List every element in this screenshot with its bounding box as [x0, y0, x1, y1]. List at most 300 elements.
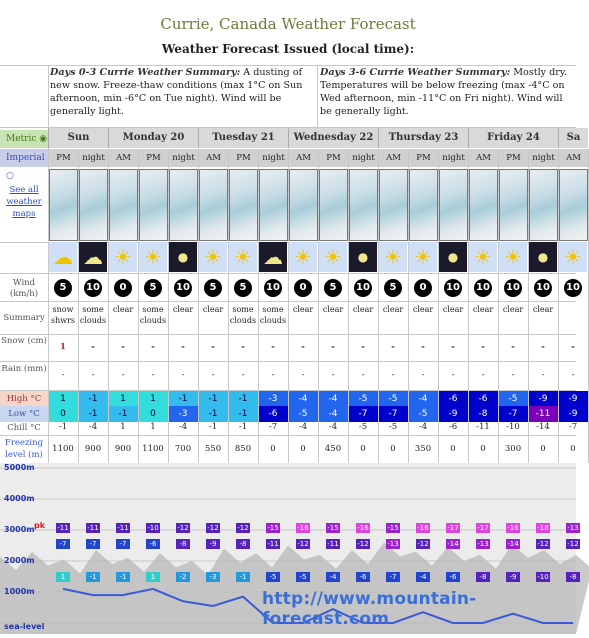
low-temp-cell: -9	[558, 406, 588, 422]
weather-map-thumbnail[interactable]	[229, 169, 258, 241]
column-divider	[138, 149, 139, 463]
column-divider	[258, 149, 259, 463]
summary-cell: clear	[202, 305, 224, 314]
radio-icon: ◉	[39, 134, 48, 144]
freezing-level-cell: 0	[540, 444, 546, 454]
summary-days-0-3	[50, 66, 312, 126]
sun-icon: ☀	[319, 242, 347, 272]
low-temp-cell: -1	[108, 406, 138, 422]
altitude-temp-tag: -13	[387, 540, 399, 548]
summary-text: A dusting of new snow. Freeze-thaw conditions (max 1°C on Sun afternoon, min -6°C on Tue night). Wind will be generally light.	[50, 67, 303, 117]
altitude-label: 3000m	[4, 525, 35, 534]
period-16: night	[528, 149, 558, 167]
low-temp-cell: -7	[498, 406, 528, 422]
weather-map-thumbnail[interactable]	[199, 169, 228, 241]
altitude-temp-tag: -2	[176, 572, 190, 582]
altitude-temp-tag: -6	[446, 572, 460, 582]
rain-cell: -	[541, 370, 545, 380]
wind-speed-icon: 10	[504, 279, 522, 297]
day-header-0: Sun	[48, 128, 108, 148]
weather-map-thumbnail[interactable]	[469, 169, 498, 241]
period-2: AM	[108, 149, 138, 167]
high-temp-cell: -5	[348, 391, 378, 407]
altitude-temp-tag: -12	[177, 524, 189, 532]
altitude-temp-tag: -15	[387, 524, 399, 532]
high-temp-cell: -9	[528, 391, 558, 407]
column-divider	[438, 149, 439, 463]
sun-icon: ☀	[559, 242, 587, 272]
wind-speed-icon: 0	[414, 279, 432, 297]
freezing-level-cell: 1100	[142, 444, 164, 454]
chill-cell: -4	[178, 422, 188, 432]
chill-cell: -1	[58, 422, 68, 432]
chill-cell: -4	[88, 422, 98, 432]
wind-speed-icon: 10	[264, 279, 282, 297]
freezing-level-cell: 0	[570, 444, 576, 454]
freezing-level-cell: 300	[504, 444, 522, 454]
period-17: AM	[558, 149, 588, 167]
summary-cell: clear	[172, 305, 194, 314]
page-title: Currie, Canada Weather Forecast	[160, 15, 416, 33]
altitude-temp-tag: -13	[477, 540, 489, 548]
low-temp-cell: -3	[168, 406, 198, 422]
wind-speed-icon: 0	[294, 279, 312, 297]
peak-label: pk	[34, 521, 46, 530]
low-label: Low °C	[0, 406, 48, 422]
period-6: PM	[228, 149, 258, 167]
day-header-4: Thursday 23	[378, 128, 468, 148]
freezing-level-cell: 1100	[52, 444, 74, 454]
snow-cell: -	[571, 342, 575, 352]
moon-icon: ●	[529, 242, 557, 272]
column-divider	[288, 149, 289, 463]
altitude-temp-tag: -3	[206, 572, 220, 582]
wind-speed-icon: 5	[204, 279, 222, 297]
watermark: http://www.mountain-forecast.com	[262, 589, 477, 629]
wind-speed-icon: 10	[84, 279, 102, 297]
freezing-level-cell: 0	[450, 444, 456, 454]
day-header-1: Monday 20	[108, 128, 198, 148]
moon-icon: ●	[349, 242, 377, 272]
summary-cell: clear	[412, 305, 434, 314]
chill-cell: -7	[568, 422, 578, 432]
snow-cell: -	[511, 342, 515, 352]
weather-map-thumbnail[interactable]	[439, 169, 468, 241]
altitude-temp-tag: -12	[417, 540, 429, 548]
altitude-temp-tag: -8	[566, 572, 580, 582]
weather-map-thumbnail[interactable]	[349, 169, 378, 241]
altitude-temp-tag: 1	[56, 572, 70, 582]
moon-icon: ●	[439, 242, 467, 272]
summary-cell: clear	[532, 305, 554, 314]
altitude-temp-tag: -12	[567, 540, 579, 548]
low-temp-cell: -7	[348, 406, 378, 422]
period-12: PM	[408, 149, 438, 167]
altitude-temp-tag: -8	[476, 572, 490, 582]
altitude-temp-tag: -10	[537, 573, 549, 581]
summary-text: Mostly dry. Temperatures will be below freezing (max -4°C on Wed afternoon, min -11°C on Fri night). Wind will be generally light.	[320, 67, 568, 117]
chill-cell: -4	[418, 422, 428, 432]
period-0: PM	[48, 149, 78, 167]
rain-cell: -	[451, 370, 455, 380]
wind-speed-icon: 5	[54, 279, 72, 297]
summary-cell: clear	[112, 305, 134, 314]
chill-cell: -4	[328, 422, 338, 432]
rain-cell: -	[571, 370, 575, 380]
altitude-temp-tag: -4	[416, 572, 430, 582]
rain-cell: -	[121, 370, 125, 380]
chill-cell: -4	[298, 422, 308, 432]
column-divider	[378, 149, 379, 463]
summary-cell: clear	[352, 305, 374, 314]
snow-cell: -	[331, 342, 335, 352]
snow-cell: -	[361, 342, 365, 352]
high-temp-cell: -4	[288, 391, 318, 407]
high-temp-cell: 1	[48, 391, 78, 407]
summary-days-3-6	[320, 66, 572, 126]
altitude-label: 1000m	[4, 587, 35, 596]
summary-cell: some clouds	[259, 305, 287, 325]
radio-icon: ○	[6, 171, 14, 181]
snow-cell: -	[271, 342, 275, 352]
low-temp-cell: 0	[48, 406, 78, 422]
altitude-temp-tag: -8	[176, 539, 190, 549]
sun-cloud-icon: ☀	[229, 242, 257, 272]
low-temp-cell: -11	[528, 406, 558, 422]
altitude-temp-tag: -11	[327, 540, 339, 548]
wind-speed-icon: 5	[384, 279, 402, 297]
low-temp-cell: -5	[408, 406, 438, 422]
wind-speed-icon: 10	[174, 279, 192, 297]
summary-cell: some clouds	[79, 305, 107, 325]
sun-icon: ☀	[409, 242, 437, 272]
weather-map-thumbnail[interactable]	[379, 169, 408, 241]
weather-map-thumbnail[interactable]	[529, 169, 558, 241]
imperial-button[interactable]: Imperial ○	[0, 149, 48, 167]
period-15: PM	[498, 149, 528, 167]
rain-cell: -	[61, 370, 65, 380]
snow-cell: -	[541, 342, 545, 352]
rain-cell: -	[361, 370, 365, 380]
altitude-temp-tag: -1	[86, 572, 100, 582]
altitude-temp-tag: -18	[537, 524, 549, 532]
altitude-temp-tag: -12	[237, 524, 249, 532]
freezing-level-cell: 450	[324, 444, 342, 454]
chill-cell: -5	[358, 422, 368, 432]
snow-label: Snow (cm)	[1, 336, 47, 346]
column-divider	[48, 149, 49, 463]
sun-icon: ☀	[499, 242, 527, 272]
moon-cloud-icon: ☁	[79, 242, 107, 272]
altitude-temp-tag: -16	[507, 524, 519, 532]
altitude-temp-tag: -12	[357, 540, 369, 548]
snow-cell: -	[211, 342, 215, 352]
altitude-temp-tag: -5	[266, 572, 280, 582]
rain-cell: -	[151, 370, 155, 380]
weather-map-thumbnail[interactable]	[169, 169, 198, 241]
weather-map-thumbnail[interactable]	[559, 169, 588, 241]
issued-label: Weather Forecast Issued (local time):	[161, 42, 415, 56]
snow-cell: -	[391, 342, 395, 352]
period-3: PM	[138, 149, 168, 167]
altitude-temp-tag: -11	[57, 524, 69, 532]
high-temp-cell: -1	[78, 391, 108, 407]
summary-cell: some clouds	[229, 305, 257, 325]
sun-icon: ☀	[199, 242, 227, 272]
wind-speed-icon: 10	[474, 279, 492, 297]
altitude-temp-tag: -9	[206, 539, 220, 549]
rain-cell: -	[481, 370, 485, 380]
rain-cell: -	[391, 370, 395, 380]
day-header-3: Wednesday 22	[288, 128, 378, 148]
chill-cell: -7	[268, 422, 278, 432]
period-7: night	[258, 149, 288, 167]
altitude-temp-tag: -10	[147, 524, 159, 532]
weather-map-thumbnail[interactable]	[139, 169, 168, 241]
altitude-temp-tag: -12	[297, 540, 309, 548]
period-4: night	[168, 149, 198, 167]
column-divider	[468, 149, 469, 463]
altitude-temp-tag: -17	[477, 524, 489, 532]
rain-cell: -	[181, 370, 185, 380]
period-13: night	[438, 149, 468, 167]
high-temp-cell: 1	[108, 391, 138, 407]
high-temp-cell: -3	[258, 391, 288, 407]
wind-speed-icon: 0	[114, 279, 132, 297]
snow-cell: -	[421, 342, 425, 352]
freezing-level-cell: 550	[204, 444, 222, 454]
low-temp-cell: -1	[198, 406, 228, 422]
altitude-label: 5000m	[4, 463, 35, 472]
column-divider	[168, 149, 169, 463]
wind-speed-icon: 10	[564, 279, 582, 297]
altitude-temp-tag: -7	[116, 539, 130, 549]
altitude-temp-tag: -14	[507, 540, 519, 548]
summary-cell: clear	[382, 305, 404, 314]
altitude-temp-tag: -7	[56, 539, 70, 549]
day-header-2: Tuesday 21	[198, 128, 288, 148]
altitude-temp-tag: -16	[297, 524, 309, 532]
period-11: AM	[378, 149, 408, 167]
rain-cell: -	[301, 370, 305, 380]
freezing-level-cell: 0	[480, 444, 486, 454]
freezing-level-cell: 850	[234, 444, 252, 454]
summary-cell: clear	[472, 305, 494, 314]
altitude-temp-tag: -4	[326, 572, 340, 582]
snow-cloud-icon: ☁	[49, 242, 77, 272]
wind-speed-icon: 5	[144, 279, 162, 297]
altitude-temp-tag: -7	[86, 539, 100, 549]
altitude-label: 4000m	[4, 494, 35, 503]
altitude-temp-tag: -12	[537, 540, 549, 548]
low-temp-cell: -6	[258, 406, 288, 422]
freezing-level-cell: 0	[270, 444, 276, 454]
chill-cell: 1	[150, 422, 156, 432]
freezing-level-cell: 350	[414, 444, 432, 454]
high-temp-cell: -6	[438, 391, 468, 407]
low-temp-cell: -9	[438, 406, 468, 422]
rain-cell: -	[241, 370, 245, 380]
column-divider	[318, 149, 319, 463]
altitude-temp-tag: -17	[447, 524, 459, 532]
freezing-level-cell: 0	[390, 444, 396, 454]
see-all-weather-maps-link[interactable]: See all weather maps	[6, 185, 42, 219]
high-temp-cell: -9	[558, 391, 588, 407]
low-temp-cell: -5	[288, 406, 318, 422]
altitude-temp-tag: -15	[327, 524, 339, 532]
altitude-temp-tag: -11	[267, 540, 279, 548]
weather-map-thumbnail[interactable]	[289, 169, 318, 241]
chill-cell: -1	[238, 422, 248, 432]
weather-map-thumbnail[interactable]	[259, 169, 288, 241]
high-temp-cell: -1	[168, 391, 198, 407]
summary-heading: Days 0-3 Currie Weather Summary:	[50, 67, 241, 78]
high-temp-cell: -4	[408, 391, 438, 407]
column-divider	[228, 149, 229, 463]
day-header-5: Friday 24	[468, 128, 558, 148]
high-temp-cell: 1	[138, 391, 168, 407]
high-temp-cell: -6	[468, 391, 498, 407]
sun-icon: ☀	[379, 242, 407, 272]
summary-heading: Days 3-6 Currie Weather Summary:	[320, 67, 511, 78]
altitude-temp-tag: -13	[567, 524, 579, 532]
altitude-temp-tag: -12	[207, 524, 219, 532]
altitude-temp-tag: -11	[117, 524, 129, 532]
rain-cell: -	[511, 370, 515, 380]
column-divider	[198, 149, 199, 463]
sun-icon: ☀	[469, 242, 497, 272]
high-temp-cell: -5	[378, 391, 408, 407]
rain-cell: -	[91, 370, 95, 380]
sun-icon: ☀	[289, 242, 317, 272]
altitude-label: sea-level	[4, 622, 45, 631]
weather-map-thumbnail[interactable]	[109, 169, 138, 241]
freezing-level-cell: 0	[300, 444, 306, 454]
column-divider	[78, 149, 79, 463]
freezing-level-cell: 0	[360, 444, 366, 454]
snow-cell: -	[301, 342, 305, 352]
period-5: AM	[198, 149, 228, 167]
moon-cloud-icon: ☁	[259, 242, 287, 272]
weather-map-thumbnail[interactable]	[409, 169, 438, 241]
column-divider	[528, 149, 529, 463]
chill-label: Chill °C	[7, 423, 41, 433]
column-divider	[408, 149, 409, 463]
low-temp-cell: -1	[228, 406, 258, 422]
snow-cell: -	[181, 342, 185, 352]
weather-map-thumbnail[interactable]	[49, 169, 78, 241]
altitude-temp-tag: 1	[146, 572, 160, 582]
column-divider	[498, 149, 499, 463]
wind-speed-icon: 10	[354, 279, 372, 297]
period-14: AM	[468, 149, 498, 167]
altitude-temp-tag: -5	[296, 572, 310, 582]
low-temp-cell: -8	[468, 406, 498, 422]
altitude-temp-tag: -16	[357, 524, 369, 532]
chill-cell: -5	[388, 422, 398, 432]
summary-cell: clear	[322, 305, 344, 314]
wind-speed-icon: 10	[444, 279, 462, 297]
high-temp-cell: -4	[318, 391, 348, 407]
day-header-6: Sa	[558, 128, 588, 148]
altitude-temp-tag: -1	[116, 572, 130, 582]
wind-label: Wind (km/h)	[9, 278, 39, 299]
wind-speed-icon: 10	[534, 279, 552, 297]
freezing-level-cell: 900	[84, 444, 102, 454]
altitude-temp-tag: -16	[417, 524, 429, 532]
summary-cell: clear	[502, 305, 524, 314]
summary-cell: some clouds	[139, 305, 167, 325]
snow-cell: -	[91, 342, 95, 352]
high-temp-cell: -1	[198, 391, 228, 407]
chill-cell: -10	[506, 422, 520, 432]
column-divider	[108, 149, 109, 463]
rain-cell: -	[331, 370, 335, 380]
weather-map-thumbnail[interactable]	[319, 169, 348, 241]
altitude-temp-tag: -15	[267, 524, 279, 532]
snow-cell: -	[121, 342, 125, 352]
altitude-temp-tag: -14	[447, 540, 459, 548]
period-1: night	[78, 149, 108, 167]
chill-cell: -14	[536, 422, 550, 432]
sun-cloud-icon: ☀	[139, 242, 167, 272]
freezing-label: Freezing level (m)	[4, 438, 44, 460]
column-divider	[348, 149, 349, 463]
period-9: PM	[318, 149, 348, 167]
snow-cell: -	[241, 342, 245, 352]
altitude-label: 2000m	[4, 556, 35, 565]
rain-cell: -	[211, 370, 215, 380]
chill-cell: -6	[448, 422, 458, 432]
altitude-temp-tag: -6	[146, 539, 160, 549]
weather-map-thumbnail[interactable]	[79, 169, 108, 241]
summary-cell: clear	[292, 305, 314, 314]
chill-cell: -1	[208, 422, 218, 432]
weather-map-thumbnail[interactable]	[499, 169, 528, 241]
rain-cell: -	[421, 370, 425, 380]
wind-speed-icon: 5	[234, 279, 252, 297]
altitude-temp-tag: -6	[356, 572, 370, 582]
chill-cell: 1	[120, 422, 126, 432]
snow-cell: -	[481, 342, 485, 352]
altitude-temp-tag: -9	[506, 572, 520, 582]
wind-speed-icon: 5	[324, 279, 342, 297]
period-8: AM	[288, 149, 318, 167]
low-temp-cell: -4	[318, 406, 348, 422]
altitude-temp-tag: -7	[386, 572, 400, 582]
metric-button[interactable]: Metric ◉	[0, 130, 48, 148]
high-temp-cell: -5	[498, 391, 528, 407]
high-temp-cell: -1	[228, 391, 258, 407]
snow-cell: 1	[60, 342, 66, 352]
low-temp-cell: -7	[378, 406, 408, 422]
summary-cell: clear	[442, 305, 464, 314]
altitude-temp-tag: -11	[87, 524, 99, 532]
sun-icon: ☀	[109, 242, 137, 272]
rain-label: Rain (mm)	[1, 364, 47, 374]
moon-icon: ●	[169, 242, 197, 272]
period-10: night	[348, 149, 378, 167]
column-divider	[558, 149, 559, 463]
low-temp-cell: 0	[138, 406, 168, 422]
low-temp-cell: -1	[78, 406, 108, 422]
summary-cell: snow shwrs	[50, 305, 76, 325]
freezing-level-cell: 900	[114, 444, 132, 454]
freezing-level-cell: 700	[174, 444, 192, 454]
snow-cell: -	[151, 342, 155, 352]
summary-label: Summary	[3, 313, 45, 323]
altitude-temp-tag: -8	[236, 539, 250, 549]
